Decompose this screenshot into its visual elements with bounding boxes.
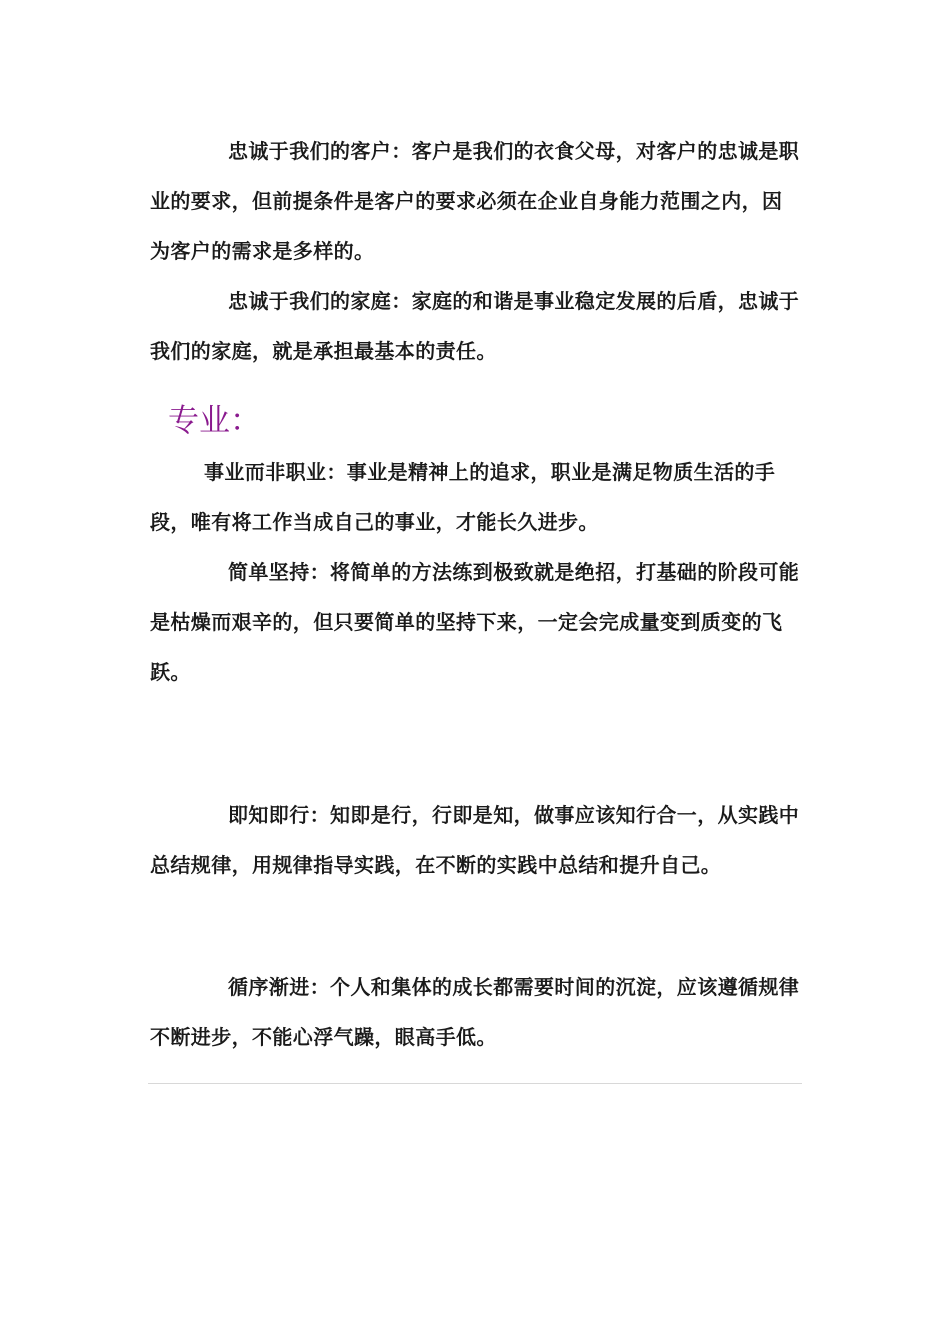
- horizontal-divider: [148, 1083, 802, 1084]
- paragraph-simple-persistence: 简单坚持：将简单的方法练到极致就是绝招，打基础的阶段可能是枯燥而艰辛的，但只要简单的坚持下来，一定会完成量变到质变的飞跃。: [150, 560, 800, 684]
- section-heading-professional: 专业：: [168, 403, 261, 439]
- paragraph-loyal-to-customers: 忠诚于我们的客户：客户是我们的衣食父母，对客户的忠诚是职业的要求，但前提条件是客户的要求必须在企业自身能力范围之内，因为客户的需求是多样的。: [150, 139, 800, 263]
- paragraph-career-not-job: 事业而非职业：事业是精神上的追求，职业是满足物质生活的手段，唯有将工作当成自己的事业，才能长久进步。: [150, 460, 776, 534]
- paragraph-step-by-step: 循序渐进：个人和集体的成长都需要时间的沉淀，应该遵循规律不断进步，不能心浮气躁，眼高手低。: [150, 975, 800, 1049]
- paragraph-loyal-to-family: 忠诚于我们的家庭：家庭的和谐是事业稳定发展的后盾，忠诚于我们的家庭，就是承担最基本的责任。: [150, 289, 800, 363]
- paragraph-know-and-act: 即知即行：知即是行，行即是知，做事应该知行合一，从实践中总结规律，用规律指导实践，在不断的实践中总结和提升自己。: [150, 803, 800, 877]
